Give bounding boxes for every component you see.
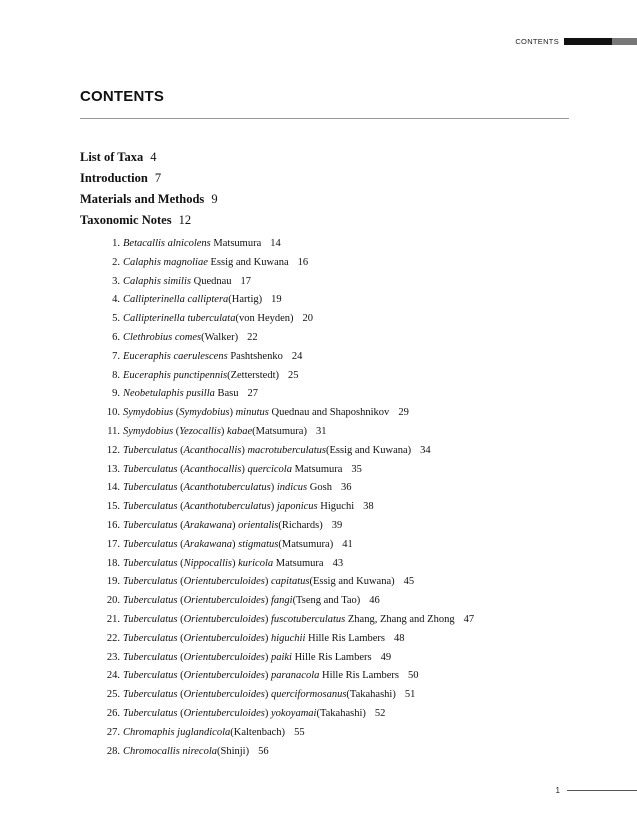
toc-entry-page: 47 <box>463 613 475 625</box>
taxon-authority: Pashtshenko <box>230 350 283 362</box>
taxon-species: stigmatus <box>238 538 279 550</box>
taxon-subgenus: Orientuberculoides <box>183 670 265 682</box>
taxon-species: orientalis <box>238 519 279 531</box>
toc-taxon-entry[interactable] <box>80 385 620 404</box>
running-head-bar-gray <box>612 38 637 45</box>
toc-taxon-entry[interactable]: 20. Tuberculatus (Orientuberculoides) fangi(Tseng and Tao) 46 <box>80 592 620 611</box>
taxon-genus: Tuberculatus <box>123 444 178 456</box>
taxon-authority: Quednau <box>193 275 232 287</box>
title-divider <box>80 118 569 119</box>
toc-taxon-entry[interactable]: 13. Tuberculatus (Acanthocallis) quercicola Matsumura 35 <box>80 461 620 480</box>
taxon-number: 7. <box>112 350 120 362</box>
taxon-number: 28. <box>106 745 120 757</box>
toc-taxon-entry[interactable]: 16. Tuberculatus (Arakawana) orientalis(Richards) 39 <box>80 517 620 536</box>
taxon-number: 16. <box>106 519 120 531</box>
taxon-number: 23. <box>106 651 120 663</box>
taxon-subgenus: Arakawana <box>183 538 232 550</box>
taxon-authority: (Kaltenbach) <box>230 726 286 738</box>
toc-entry-page: 35 <box>351 463 362 475</box>
taxon-species: capitatus <box>270 576 310 588</box>
taxon-genus: Betacallis alnicolens <box>123 238 211 249</box>
taxon-subgenus: Orientuberculoides <box>183 689 265 701</box>
toc-taxon-entry[interactable] <box>80 291 620 310</box>
taxon-genus: Tuberculatus <box>123 482 178 494</box>
toc-entry-page: 24 <box>291 350 303 362</box>
toc-entry-page: 38 <box>363 501 374 513</box>
toc-entry-page: 7 <box>154 171 162 185</box>
taxon-authority: (Tseng and Tao) <box>292 595 361 607</box>
toc-taxon-entry[interactable]: 19. Tuberculatus (Orientuberculoides) capitatus(Essig and Kuwana) 45 <box>80 573 620 592</box>
taxon-subgenus: Orientuberculoides <box>183 651 265 663</box>
taxon-authority: Gosh <box>309 482 332 494</box>
taxon-genus: Chromocallis nirecola <box>123 745 218 757</box>
taxon-authority: (Matsumura) <box>278 538 334 550</box>
taxon-number: 5. <box>112 313 120 325</box>
toc-taxon-entry[interactable]: 11. Symydobius (Yezocallis) kabae(Matsumura) 31 <box>80 423 620 442</box>
taxon-subgenus: Orientuberculoides <box>183 595 265 607</box>
toc-taxon-entry[interactable]: 25. Tuberculatus (Orientuberculoides) querciformosanus(Takahashi) 51 <box>80 686 620 705</box>
toc-entry-page: 31 <box>315 425 327 437</box>
taxon-genus: Tuberculatus <box>123 595 178 607</box>
taxon-authority: (Matsumura) <box>252 425 307 437</box>
toc-taxon-entry[interactable]: 15. Tuberculatus (Acanthotuberculatus) japonicus Higuchi 38 <box>80 498 620 517</box>
toc-entry-page: 39 <box>331 519 343 531</box>
page-footer <box>556 786 637 795</box>
taxon-number: 18. <box>106 557 120 569</box>
toc-entry-label: List of Taxa <box>80 150 144 164</box>
toc-entry-page: 52 <box>374 707 386 719</box>
toc-taxon-entry[interactable]: 14. Tuberculatus (Acanthotuberculatus) indicus Gosh 36 <box>80 479 620 498</box>
taxon-number: 13. <box>106 463 120 475</box>
taxon-species: minutus <box>235 407 269 419</box>
taxon-authority: Quednau and Shaposhnikov <box>271 407 390 419</box>
taxon-number: 25. <box>106 689 120 701</box>
taxon-species: kabae <box>227 425 253 437</box>
toc-entry-page: 55 <box>294 726 305 738</box>
taxon-genus: Tuberculatus <box>123 557 178 569</box>
taxon-subgenus: Acanthocallis <box>183 463 242 475</box>
taxon-species: yokoyamai <box>270 707 317 719</box>
toc-taxon-entry[interactable] <box>80 743 620 762</box>
taxon-number: 8. <box>112 369 120 381</box>
toc-entry-page: 27 <box>247 388 258 400</box>
taxon-genus: Tuberculatus <box>123 632 178 644</box>
taxon-number: 12. <box>106 444 120 456</box>
toc-entry-page: 51 <box>404 689 416 701</box>
footer-rule <box>567 790 637 791</box>
taxon-number: 4. <box>112 294 120 306</box>
taxon-genus: Callipterinella calliptera <box>123 294 229 306</box>
taxon-authority: Higuchi <box>320 501 355 513</box>
taxon-species: paiki <box>270 651 292 663</box>
toc-entry-label: Taxonomic Notes <box>80 213 172 227</box>
toc-taxon-entry[interactable] <box>80 724 620 743</box>
toc-entry-page: 19 <box>271 294 282 306</box>
taxon-authority: Hille Ris Lambers <box>322 670 400 682</box>
taxon-subgenus: Nippocallis <box>183 557 232 569</box>
taxon-number: 15. <box>106 501 120 513</box>
taxon-genus: Calaphis similis <box>123 275 191 287</box>
taxon-number: 17. <box>106 538 120 550</box>
toc-entry-page: 14 <box>270 238 281 249</box>
taxon-number: 10. <box>106 407 120 419</box>
taxon-genus: Calaphis magnoliae <box>123 256 208 268</box>
taxon-authority: Hille Ris Lambers <box>294 651 372 663</box>
table-of-contents <box>80 147 620 761</box>
taxon-genus: Neobetulaphis pusilla <box>123 388 215 400</box>
toc-taxon-entry[interactable]: 24. Tuberculatus (Orientuberculoides) paranacola Hille Ris Lambers 50 <box>80 667 620 686</box>
taxon-subgenus: Acanthotuberculatus <box>183 501 271 513</box>
taxon-authority: Hille Ris Lambers <box>308 632 386 644</box>
taxon-authority: (Essig and Kuwana) <box>326 444 412 456</box>
taxon-number: 6. <box>112 331 120 343</box>
toc-entry-introduction[interactable] <box>80 168 620 189</box>
page-number: 1 <box>555 786 560 795</box>
toc-taxon-entry[interactable] <box>80 367 620 386</box>
toc-taxon-entry[interactable]: 10. Symydobius (Symydobius) minutus Quednau and Shaposhnikov 29 <box>80 404 620 423</box>
toc-entry-list-of-taxa[interactable] <box>80 147 620 168</box>
taxon-number: 11. <box>107 425 120 437</box>
taxon-subgenus: Yezocallis <box>179 425 221 437</box>
running-head-bar <box>564 38 612 45</box>
toc-entry-page: 50 <box>408 670 419 682</box>
toc-entry-page: 48 <box>394 632 405 644</box>
taxon-species: kuricola <box>238 557 274 569</box>
toc-taxon-entry[interactable]: 12. Tuberculatus (Acanthocallis) macrotuberculatus(Essig and Kuwana) 34 <box>80 442 620 461</box>
running-head-label: CONTENTS <box>515 37 559 46</box>
taxon-species: higuchii <box>270 632 306 644</box>
taxon-number: 22. <box>106 632 120 644</box>
page-title: CONTENTS <box>80 88 165 105</box>
toc-entry-page: 45 <box>403 576 415 588</box>
toc-taxon-entry[interactable]: 21. Tuberculatus (Orientuberculoides) fuscotuberculatus Zhang, Zhang and Zhong 47 <box>80 611 620 630</box>
taxon-number: 21. <box>106 613 120 625</box>
taxon-genus: Tuberculatus <box>123 519 178 531</box>
toc-taxon-entry[interactable] <box>80 329 620 348</box>
toc-entry-materials-and-methods[interactable] <box>80 189 620 210</box>
taxon-authority: (Shinji) <box>217 745 250 757</box>
taxon-species: macrotuberculatus <box>247 444 326 456</box>
taxon-genus: Clethrobius comes <box>123 331 202 343</box>
taxon-subgenus: Arakawana <box>183 519 232 531</box>
taxon-number: 3. <box>112 275 120 287</box>
toc-entry-taxonomic-notes[interactable] <box>80 210 620 231</box>
running-head <box>515 37 637 46</box>
taxon-subgenus: Symydobius <box>179 407 230 419</box>
taxon-genus: Tuberculatus <box>123 538 178 550</box>
toc-taxon-entry[interactable] <box>80 235 620 254</box>
taxon-genus: Callipterinella tuberculata <box>123 313 236 325</box>
taxon-genus: Euceraphis punctipennis <box>123 369 228 381</box>
toc-entry-page: 41 <box>342 538 353 550</box>
toc-entry-page: 22 <box>247 331 258 343</box>
taxon-species: fangi <box>270 595 293 607</box>
taxon-number: 20. <box>106 595 120 607</box>
taxon-authority: (Walker) <box>201 331 239 343</box>
toc-entry-page: 16 <box>297 256 309 268</box>
toc-taxon-entry[interactable]: 22. Tuberculatus (Orientuberculoides) higuchii Hille Ris Lambers 48 <box>80 630 620 649</box>
toc-entry-label: Introduction <box>80 171 148 185</box>
toc-entry-page: 25 <box>288 369 299 381</box>
toc-entry-page: 29 <box>398 407 409 419</box>
taxon-number: 27. <box>106 726 120 738</box>
taxon-number: 26. <box>106 707 120 719</box>
taxon-subgenus: Acanthocallis <box>183 444 242 456</box>
taxon-species: querciformosanus <box>270 689 347 701</box>
taxon-genus: Symydobius <box>123 407 174 419</box>
toc-entry-page: 4 <box>150 150 157 164</box>
toc-entry-page: 36 <box>340 482 352 494</box>
taxon-subgenus: Orientuberculoides <box>183 632 265 644</box>
taxon-genus: Tuberculatus <box>123 576 178 588</box>
toc-entry-page: 9 <box>211 192 218 206</box>
taxon-authority: (Takahashi) <box>316 707 366 719</box>
taxon-genus: Tuberculatus <box>123 707 178 719</box>
toc-entry-page: 17 <box>240 275 252 287</box>
taxon-number: 2. <box>112 256 120 268</box>
taxon-genus: Tuberculatus <box>123 463 178 475</box>
taxon-genus: Chromaphis juglandicola <box>123 726 231 738</box>
taxon-authority: Matsumura <box>275 557 324 569</box>
taxon-authority: (Essig and Kuwana) <box>309 576 395 588</box>
toc-taxon-entry[interactable]: 18. Tuberculatus (Nippocallis) kuricola Matsumura 43 <box>80 555 620 574</box>
toc-taxon-entry[interactable]: 17. Tuberculatus (Arakawana) stigmatus(Matsumura) 41 <box>80 536 620 555</box>
toc-entry-page: 34 <box>420 444 431 456</box>
taxon-authority: Matsumura <box>294 463 343 475</box>
toc-entry-page: 20 <box>302 313 314 325</box>
toc-taxon-entry[interactable] <box>80 254 620 273</box>
toc-entry-page: 12 <box>178 213 192 227</box>
taxon-species: quercicola <box>247 463 292 475</box>
taxon-genus: Tuberculatus <box>123 689 178 701</box>
taxon-number: 14. <box>106 482 120 494</box>
taxon-species: indicus <box>276 482 308 494</box>
taxon-number: 19. <box>106 576 120 588</box>
taxon-number: 1. <box>112 238 120 249</box>
toc-taxon-entry[interactable]: 23. Tuberculatus (Orientuberculoides) paiki Hille Ris Lambers 49 <box>80 649 620 668</box>
taxon-authority: Basu <box>217 388 239 400</box>
toc-taxon-entry[interactable]: 26. Tuberculatus (Orientuberculoides) yokoyamai(Takahashi) 52 <box>80 705 620 724</box>
taxon-species: fuscotuberculatus <box>270 613 346 625</box>
toc-entry-page: 46 <box>369 595 380 607</box>
taxon-authority: (von Heyden) <box>235 313 294 325</box>
toc-entry-page: 56 <box>258 745 269 757</box>
taxon-authority: Matsumura <box>213 238 262 249</box>
taxon-authority: Zhang, Zhang and Zhong <box>347 613 455 625</box>
taxon-number: 24. <box>106 670 120 682</box>
taxon-genus: Euceraphis caerulescens <box>123 350 228 362</box>
taxon-authority: (Takahashi) <box>346 689 396 701</box>
taxa-list <box>80 235 620 761</box>
taxon-species: paranacola <box>270 670 320 682</box>
taxon-genus: Tuberculatus <box>123 613 178 625</box>
taxon-subgenus: Orientuberculoides <box>183 576 265 588</box>
taxon-species: japonicus <box>276 501 318 513</box>
taxon-genus: Tuberculatus <box>123 501 178 513</box>
taxon-subgenus: Orientuberculoides <box>183 613 265 625</box>
taxon-genus: Symydobius <box>123 425 174 437</box>
taxon-authority: Essig and Kuwana <box>210 256 289 268</box>
taxon-authority: (Richards) <box>278 519 323 531</box>
toc-entry-label: Materials and Methods <box>80 192 205 206</box>
taxon-subgenus: Acanthotuberculatus <box>183 482 271 494</box>
taxon-number: 9. <box>112 388 120 400</box>
toc-taxon-entry[interactable] <box>80 273 620 292</box>
toc-taxon-entry[interactable] <box>80 310 620 329</box>
toc-entry-page: 49 <box>380 651 392 663</box>
taxon-genus: Tuberculatus <box>123 670 178 682</box>
taxon-authority: (Zetterstedt) <box>227 369 279 381</box>
toc-taxon-entry[interactable] <box>80 348 620 367</box>
taxon-subgenus: Orientuberculoides <box>183 707 265 719</box>
toc-entry-page: 43 <box>332 557 344 569</box>
taxon-genus: Tuberculatus <box>123 651 178 663</box>
taxon-authority: (Hartig) <box>228 294 263 306</box>
